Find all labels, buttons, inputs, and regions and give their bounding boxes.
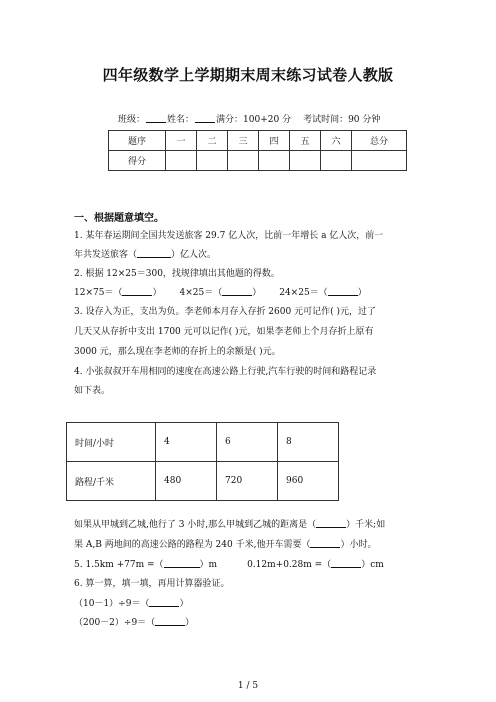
question-4-text: 如果从甲城到乙城,他行了 3 小时,那么甲城到乙城的距离是（: [74, 520, 317, 530]
table-cell: 路程/千米: [67, 462, 156, 501]
question-6-text: ）: [179, 599, 189, 609]
question-1-text: 年共发送旅客（: [74, 250, 138, 260]
question-6-line-1: 6. 算一算，填一填，再用计算器验证。: [74, 579, 230, 589]
question-5-line: [74, 557, 384, 570]
name-label: 姓名：: [167, 115, 195, 125]
question-4-text: ）千米;如: [346, 520, 386, 530]
question-4-line-3: [74, 517, 385, 530]
question-2-text: ）: [357, 288, 367, 298]
question-4-line-2: 如下表。: [74, 386, 111, 396]
score-header-cell: 总分: [352, 131, 407, 151]
question-5-text: 5. 1.5km +77m =（: [74, 560, 164, 570]
score-row-label: 得分: [109, 151, 166, 171]
answer-blank[interactable]: [310, 538, 340, 548]
table-cell: 4: [156, 423, 217, 462]
exam-info-line: [118, 112, 380, 125]
score-cell[interactable]: [259, 151, 290, 171]
answer-blank[interactable]: [328, 286, 358, 296]
table-cell: 6: [217, 423, 278, 462]
score-cell[interactable]: [166, 151, 197, 171]
full-score-label: 满分：100+20 分: [216, 115, 292, 125]
question-5-text: 0.12m+0.28m =（: [247, 560, 332, 570]
exam-time-label: 考试时间：90 分钟: [303, 115, 381, 125]
answer-blank[interactable]: [222, 286, 252, 296]
question-2-text: ）: [152, 288, 162, 298]
score-header-cell: 三: [228, 131, 259, 151]
score-cell[interactable]: [321, 151, 352, 171]
question-2-line-1: 2. 根据 12×25＝300，找规律填出其他题的得数。: [74, 269, 280, 279]
question-1-line-1: 1. 某年春运期间全国共发送旅客 29.7 亿人次，比前一年增长 a 亿人次，前一: [74, 231, 384, 241]
question-2-text: 4×25＝（: [179, 288, 223, 298]
speed-data-table: [66, 422, 339, 501]
question-6-text: （10－1）÷9＝（: [74, 599, 150, 609]
score-cell[interactable]: [290, 151, 321, 171]
score-cell[interactable]: [228, 151, 259, 171]
class-blank[interactable]: [146, 113, 166, 123]
question-6-text: ）: [185, 618, 195, 628]
question-4-line-4: [74, 537, 376, 550]
table-row: [67, 423, 339, 462]
score-table: [108, 130, 407, 171]
name-blank[interactable]: [195, 113, 215, 123]
question-2-text: 24×25＝（: [279, 288, 328, 298]
score-header-cell: 一: [166, 131, 197, 151]
score-cell[interactable]: [352, 151, 407, 171]
question-3-line-2: 几天又从存折中支出 1700 元可以记作( )元，如果李老师上个月存折上原有: [74, 327, 374, 337]
table-row: [67, 462, 339, 501]
answer-blank[interactable]: [331, 558, 361, 568]
question-6-line-2: [74, 596, 188, 609]
question-2-line-2: [74, 285, 367, 298]
question-4-line-1: 4. 小张叔叔开车用相同的速度在高速公路上行驶,汽车行驶的时间和路程记录: [74, 367, 377, 377]
score-header-cell: 四: [259, 131, 290, 151]
score-cell[interactable]: [197, 151, 228, 171]
answer-blank[interactable]: [316, 518, 346, 528]
table-cell: 720: [217, 462, 278, 501]
score-header-cell: 二: [197, 131, 228, 151]
question-3-line-1: 3. 设存入为正，支出为负。李老师本月存入存折 2600 元可记作( )元，过了: [74, 307, 376, 317]
question-1-line-2: [74, 247, 216, 260]
page-title: 四年级数学上学期期末周末练习试卷人教版: [102, 66, 394, 84]
score-header-cell: 五: [290, 131, 321, 151]
answer-blank[interactable]: [155, 616, 185, 626]
table-cell: 时间/小时: [67, 423, 156, 462]
answer-blank[interactable]: [137, 248, 171, 258]
question-4-text: 果 A,B 两地间的高速公路的路程为 240 千米,他开车需要（: [74, 540, 311, 550]
class-label: 班级：: [118, 115, 146, 125]
score-header-cell: 六: [321, 131, 352, 151]
question-2-text: 12×75＝（: [74, 288, 123, 298]
table-cell: 8: [278, 423, 339, 462]
question-3-line-3: 3000 元，那么现在李老师的存折上的余额是( )元。: [74, 347, 281, 357]
table-cell: 960: [278, 462, 339, 501]
question-5-text: ）m: [199, 560, 218, 570]
question-1-text: ）亿人次。: [171, 250, 217, 260]
page-number: 1 / 5: [237, 681, 259, 691]
question-5-text: ）cm: [361, 560, 384, 570]
answer-blank[interactable]: [164, 558, 200, 568]
table-cell: 480: [156, 462, 217, 501]
answer-blank[interactable]: [149, 597, 179, 607]
question-4-text: ）小时。: [340, 540, 377, 550]
question-6-text: （200－2）÷9＝（: [74, 618, 156, 628]
question-6-line-3: [74, 615, 194, 628]
score-table-header-row: [109, 131, 407, 151]
answer-blank[interactable]: [122, 286, 152, 296]
score-header-cell: 题序: [109, 131, 166, 151]
score-table-score-row: [109, 151, 407, 171]
question-2-text: ）: [252, 288, 262, 298]
section-heading: 一、根据题意填空。: [74, 213, 164, 224]
